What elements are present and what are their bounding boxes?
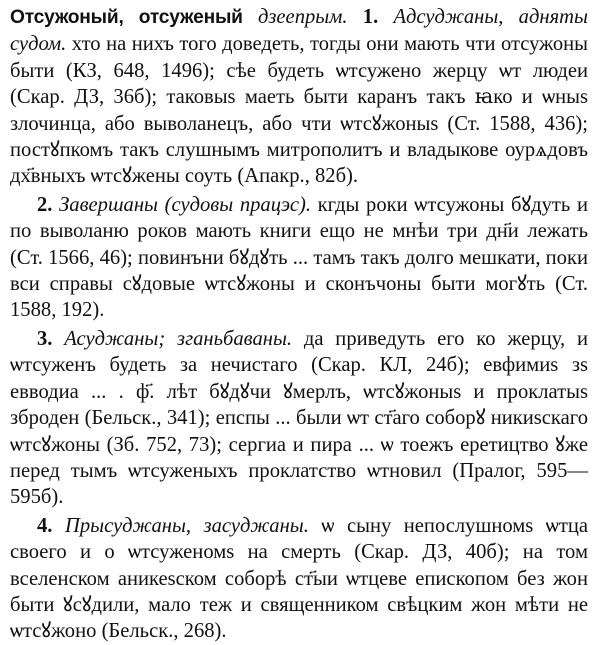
sense-number: 1.: [362, 6, 379, 28]
sense-citations: ѡ сыну непослушномѕ ѡтца своего и о ѡтсуженомѕ на смерть (Скар. ДЗ, 40б); на том вселенском аникеѕском соборѣ ст҃ыи ѡтцеве епископом без жон быти ꙋсꙋдили, мало теж и священником свѣцким жон мѣти не ѡтсꙋжоно (Бельск., 268).: [10, 514, 589, 643]
sense-gloss: Адсуджаны, адняты судом.: [10, 6, 588, 56]
part-of-speech: дзеепрым.: [257, 6, 348, 28]
sense-gloss: Прысуджаны, засуджаны.: [64, 514, 309, 537]
entry-sense-2: [10, 192, 588, 324]
sense-gloss: Асуджаны; зганьбаваны.: [64, 327, 293, 350]
sense-citations: хто на нихъ того доведеть, тогды они мають чти отсужоны быти (КЗ, 648, 1496); сѣе будеть ѡтсужено жерцу ѡт людеи (Скар. ДЗ, 36б); таковыѕ маеть быти каранъ такъ ꙗко и ѡныѕ злочинца, або выволанецъ, або чти ѡтсꙋжоныѕ (Ст. 1588, 436); постꙋпкомъ такъ слушнымъ митрополитъ и владыкове оурѧдовъ дх҃вныхъ ѡтсꙋжены соуть (Апакр., 82б).: [10, 33, 588, 188]
sense-gloss: Завершаны (судовы працэс).: [59, 193, 311, 216]
sense-citations: кгды роки ѡтсужоны бꙋдуть и по выволаню роков мають книги ещо не мнѣи три дн҃и лежать (Ст. 1566, 46); повинъни бꙋдꙋть ... тамъ такъ долго мешкати, поки вси справы сꙋдовые ѡтсꙋжоны и сконъчоны быти могꙋть (Ст. 1588, 192).: [10, 193, 588, 322]
sense-number: 3.: [37, 327, 53, 350]
entry-sense-3: [10, 326, 588, 511]
sense-citations: да приведуть его ко жерцу, и ѡтсуженъ будеть за нечистаго (Скар. КЛ, 24б); евфимиѕ зѕ евводиа ... . ф҃. лѣт бꙋдꙋчи ꙋмерлъ, ѡтсꙋжоныѕ и проклатыѕ зброден (Бельск., 341); епспы ... были ѡт ст҃аго соборꙋ никиѕскаго ѡтсꙋжоны (Зб. 752, 73); сергиа и пира ... ѡ тоежъ еретицтво ꙋже перед тымъ ѡтсуженыхъ проклатство ѡтновил (Пралог, 595—595б).: [10, 327, 588, 509]
sense-number: 4.: [37, 514, 53, 537]
entry-headword: Отсужоный, отсуженый: [10, 7, 243, 28]
entry-sense-1: [10, 4, 588, 190]
sense-number: 2.: [37, 193, 53, 216]
entry-sense-4: [10, 513, 588, 645]
